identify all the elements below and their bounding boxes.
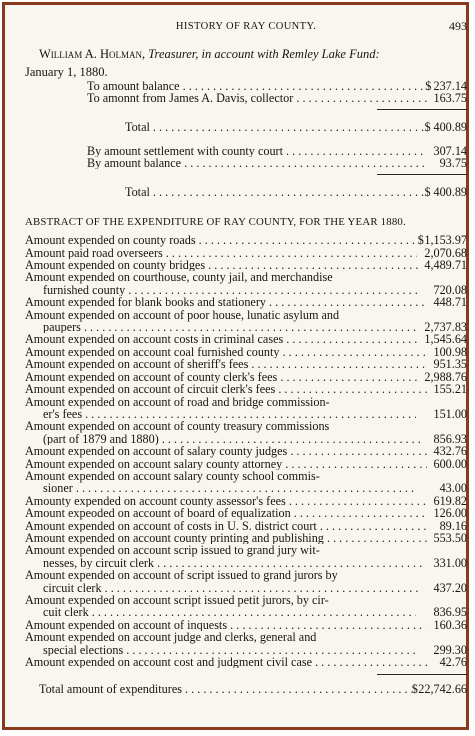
- expenditure-row: [25, 371, 467, 383]
- subtotal-rule: [377, 109, 467, 110]
- expenditure-label: Amount expended on account of inquests . . .: [25, 619, 426, 631]
- expenditure-label: Amount expended on county bridges . . .: [25, 259, 418, 271]
- expenditure-amount: 720.08: [433, 282, 467, 297]
- abstract-title: ABSTRACT OF THE EXPENDITURE OF RAY COUNTY, FOR THE YEAR 1880.: [25, 216, 406, 229]
- expenditure-amount: 331.00: [433, 555, 467, 570]
- dollar-sign: $: [417, 233, 424, 248]
- expenditure-amount: 856.93: [433, 431, 468, 446]
- entry-label: To amount balance . . .: [87, 80, 425, 92]
- expenditure-label-line: Amount expended on account of script issued to grand jurors by: [25, 568, 338, 583]
- expenditure-label: sioner . . .: [43, 482, 415, 494]
- dollar-sign: $: [411, 682, 418, 697]
- expenditure-row: [25, 383, 467, 395]
- expenditure-amount: 100.98: [433, 344, 467, 359]
- expenditure-row: [25, 495, 467, 507]
- expenditure-label-line: Amount expended on account script issued petit jurors, by cir-: [25, 593, 329, 607]
- expenditure-row: [25, 445, 467, 457]
- expenditure-amount: 951.35: [433, 357, 467, 372]
- account-date: January 1, 1880.: [25, 65, 108, 79]
- expenditure-row: [25, 606, 467, 618]
- account-total: [125, 186, 467, 198]
- expenditure-amount: 89.16: [439, 518, 467, 533]
- entry-label: By amount settlement with county court . . .: [87, 145, 427, 157]
- expenditure-amount: 126.00: [433, 506, 467, 521]
- page-content: [25, 19, 467, 696]
- expenditure-label: Amount expended for blank books and stationery . . .: [25, 296, 427, 308]
- dollar-sign: $: [424, 120, 431, 135]
- expenditure-label: Amount expended on account cost and judgment civil case . . .: [25, 656, 430, 668]
- expenditure-row: [25, 247, 467, 259]
- entry-amount: 93.75: [439, 155, 467, 170]
- expenditure-row: [25, 234, 467, 246]
- expenditure-label-line: Amount expended on account of poor house, lunatic asylum and: [25, 307, 340, 322]
- expenditure-row: [25, 482, 467, 494]
- expenditure-amount: 600.00: [433, 456, 467, 471]
- expenditure-amount: 43.00: [439, 481, 467, 496]
- account-section: [25, 80, 467, 198]
- total-rule: [377, 674, 467, 675]
- expenditure-amount: 160.36: [433, 617, 467, 632]
- expenditure-label-line: Amount expended on account judge and clerks, general and: [25, 630, 317, 645]
- expenditure-amount: 42.76: [439, 655, 467, 670]
- expenditure-row: [25, 507, 467, 519]
- expenditure-label: Amount paid road overseers . . .: [25, 247, 417, 259]
- subtotal-rule: [377, 174, 467, 175]
- entry-label: To amonnt from James A. Davis, collector . . .: [87, 92, 427, 104]
- expenditure-label: Amount expended on account salary county attorney . . .: [25, 458, 427, 470]
- total-amount: 400.89: [433, 185, 467, 200]
- expenditure-row: [25, 284, 467, 296]
- expenditure-row: [25, 520, 467, 532]
- expenditure-amount: 1,545.64: [424, 332, 467, 347]
- account-entry: [87, 92, 467, 104]
- expenditure-label: (part of 1879 and 1880) . . .: [43, 433, 422, 445]
- account-heading: [25, 47, 467, 62]
- expenditure-amount: 2,737.83: [424, 320, 467, 335]
- expenditure-label: circuit clerk . . .: [43, 582, 418, 594]
- entry-amount: 237.14: [433, 79, 467, 93]
- account-entry: [87, 157, 467, 169]
- treasurer-name: William A. Holman: [39, 47, 143, 61]
- expenditure-label: Amounty expended on account county assessor's fees . . .: [25, 495, 427, 507]
- expenditure-amount: 619.82: [433, 493, 467, 508]
- entry-amount: 307.14: [433, 143, 467, 158]
- expenditure-label-line: Amount expended on account of road and bridge commission-: [25, 394, 330, 409]
- expenditure-row: [25, 358, 467, 370]
- page-frame: [2, 2, 469, 730]
- expenditure-row: [25, 296, 467, 308]
- entry-amount: 163.75: [433, 91, 467, 106]
- expenditure-list: [25, 234, 467, 668]
- account-entry: [87, 145, 467, 157]
- expenditure-amount: 4,489.71: [424, 258, 467, 273]
- expenditure-amount: 155.21: [433, 382, 467, 397]
- expenditure-label: Amount expended on county roads . . .: [25, 234, 418, 246]
- total-label: Total . . .: [125, 121, 425, 133]
- expenditure-label: er's fees . . .: [43, 408, 416, 420]
- account-entry: [87, 80, 467, 92]
- total-label: Total amount of expenditures . . .: [39, 683, 412, 695]
- expenditure-row: [25, 346, 467, 358]
- expenditure-amount: 448.71: [433, 295, 467, 310]
- expenditure-label: Amount expeoded on account of board of equalization . . .: [25, 507, 427, 519]
- expenditure-label-line: Amount expended on account scrip issued to grand jury wit-: [25, 543, 320, 558]
- running-header: [25, 19, 467, 37]
- dollar-sign: $: [424, 185, 431, 200]
- expenditure-label: Amount expended on account coal furnished county . . .: [25, 346, 427, 358]
- expenditure-amount: 151.00: [433, 406, 467, 421]
- expenditure-row: [25, 333, 467, 345]
- expenditure-row: [25, 656, 467, 668]
- expenditure-amount: 432.76: [433, 444, 467, 459]
- expenditure-label: Amount expended on account of circuit clerk's fees . . .: [25, 383, 427, 395]
- expenditure-label: paupers . . . . .: [43, 321, 417, 333]
- expenditure-amount: 553.50: [433, 530, 467, 545]
- expenditure-row: [25, 321, 467, 333]
- expenditure-label: Amount expended on account of sheriff's fees . . .: [25, 358, 427, 370]
- account-description: , Treasurer, in account with Remley Lake Fund:: [142, 47, 380, 61]
- total-amount: 22,742.66: [418, 682, 467, 697]
- expenditure-amount: 437.20: [433, 580, 467, 595]
- expenditure-row: [25, 433, 467, 445]
- account-total: [125, 121, 467, 133]
- expenditure-amount: 1,153.97: [424, 233, 467, 248]
- running-title: HISTORY OF RAY COUNTY.: [175, 21, 317, 32]
- expenditure-label: Amount expended on account of costs in U. S. district court . . .: [25, 520, 430, 532]
- expenditure-amount: 2,070.68: [424, 245, 467, 260]
- expenditure-row: [25, 644, 467, 656]
- expenditure-amount: 836.95: [433, 605, 467, 620]
- page-number: 493: [449, 19, 467, 33]
- total-amount: 400.89: [433, 120, 467, 135]
- expenditure-label: Amount expended on account county printing and publishing . . .: [25, 532, 427, 544]
- expenditure-amount: 2,988.76: [424, 369, 467, 384]
- entry-label: By amount balance . . .: [87, 157, 425, 169]
- expenditure-label: Amount expended on account of salary county judges . . .: [25, 445, 427, 457]
- expenditure-label: Amount expended on account of county clerk's fees . . .: [25, 371, 418, 383]
- expenditure-label-line: Amount expended on courthouse, county jail, and merchandise: [25, 270, 333, 285]
- expenditure-label: cuit clerk . . .: [43, 606, 416, 618]
- expenditure-label: nesses, by circuit clerk . . .: [43, 557, 422, 569]
- expenditure-label: special elections . . .: [43, 644, 419, 656]
- total-label: Total . . .: [125, 186, 425, 198]
- dollar-sign: $: [425, 79, 432, 93]
- total-row: [39, 683, 467, 695]
- expenditure-label: furnished county . . .: [43, 284, 420, 296]
- expenditure-label: Amount expended on account costs in criminal cases . . .: [25, 333, 418, 345]
- expenditure-total: [25, 683, 467, 695]
- expenditure-label-line: Amount expended on account salary county school commis-: [25, 468, 320, 483]
- expenditure-label-line: Amount expended on account of county treasury commissions: [25, 419, 330, 434]
- expenditure-amount: 299.30: [433, 642, 467, 657]
